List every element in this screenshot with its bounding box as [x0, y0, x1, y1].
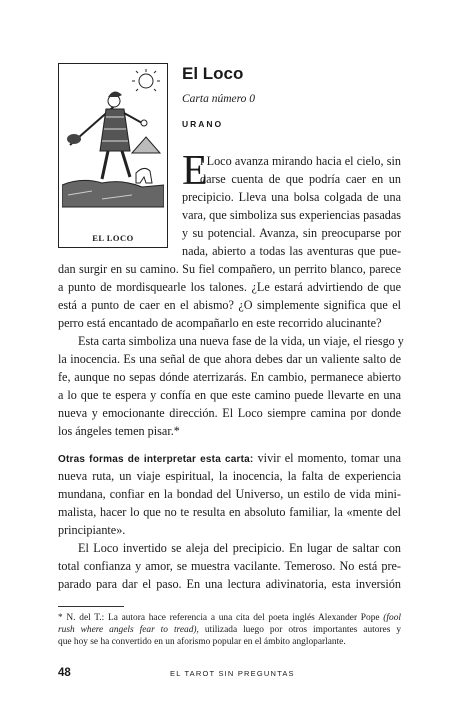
text-line: nada, abierto a todas las aventuras que pue-	[182, 244, 401, 258]
text-line	[58, 449, 401, 469]
text-span: rush where angels fear to tread),	[58, 625, 199, 635]
fool-figure-drawing	[62, 67, 164, 231]
text-line: darse cuenta de que podría caer en un	[200, 172, 401, 186]
card-planet: URANO	[182, 119, 224, 129]
text-line: los ángeles temen pisar.*	[58, 424, 180, 438]
footnote-line	[58, 624, 401, 636]
text-line: l Loco avanza mirando hacia el cielo, sin	[200, 154, 401, 168]
text-line: total confianza y amor, se muestra vacilante. Temeroso. No está pre-	[58, 559, 401, 573]
footnote-line: que hoy se ha convertido en un aforismo popular en el ámbito angloparlante.	[58, 637, 346, 647]
footnote-rule	[58, 606, 124, 607]
drop-cap: E	[182, 148, 208, 194]
page-number: 48	[58, 667, 71, 679]
text-line: Esta carta simboliza una nueva fase de la vida, un viaje, el riesgo y	[78, 334, 404, 348]
interpretation-label: Otras formas de interpretar esta carta:	[58, 454, 254, 465]
text-line: está a punto de caer en el abismo? ¿O simplemente significa que el	[58, 298, 401, 312]
text-line: malista, hacer lo que no te resulta en absoluto familiar, la «mente del	[58, 505, 401, 519]
text-line: nueva ruta, un viaje espiritual, la inocencia, la falta de experiencia	[58, 469, 401, 483]
text-line: El Loco invertido se aleja del precipicio. En lugar de saltar con	[78, 541, 401, 555]
page-title: El Loco	[182, 64, 244, 83]
text-line: dan surgir en su camino. Su fiel compañero, un perrito blanco, parece	[58, 262, 401, 276]
text-line: principiante».	[58, 523, 126, 537]
running-title: EL TAROT SIN PREGUNTAS	[170, 669, 295, 678]
sun-icon	[132, 69, 160, 91]
text-span: (fool	[383, 613, 401, 623]
text-line: a punto de mordisquearle los talones. ¿Le estará advirtiendo de que	[58, 280, 401, 294]
text-line: a lo que te espera y confía en que este camino puede llevarte en una	[58, 388, 401, 402]
text-line: nueva y emocionante dirección. El Loco siempre camina por donde	[58, 406, 401, 420]
text-line: parado para dar el paso. En una lectura adivinatoria, esta inversión	[58, 577, 401, 591]
text-line: mundana, confiar en la bondad del Universo, un estilo de vida mini-	[58, 487, 401, 501]
text-span: utilizada luego por otros importantes autores y	[198, 625, 402, 635]
tarot-card-illustration	[58, 63, 168, 248]
card-caption: EL LOCO	[92, 233, 134, 243]
text-line: precipicio. Lleva una bolsa colgada de una	[182, 190, 401, 204]
footnote-line	[58, 612, 401, 624]
card-number: Carta número 0	[182, 93, 256, 105]
text-line: vara, que simboliza sus experiencias pasadas	[182, 208, 401, 222]
text-span: vivir el momento, tomar una	[253, 451, 401, 465]
text-span: * N. del T.: La autora hace referencia a una cita del poeta inglés Alexander Pope	[58, 613, 384, 623]
text-line: fe, aunque no sepas dónde aterrizarás. En cambio, permanece abierto	[58, 370, 401, 384]
text-line: perro está encantado de acompañarlo en este recorrido alucinante?	[58, 316, 382, 330]
text-line: la inocencia. Es una señal de que ahora debes dar un valiente salto de	[58, 352, 401, 366]
text-line: y su potencial. Avanza, sin preocuparse por	[182, 226, 401, 240]
